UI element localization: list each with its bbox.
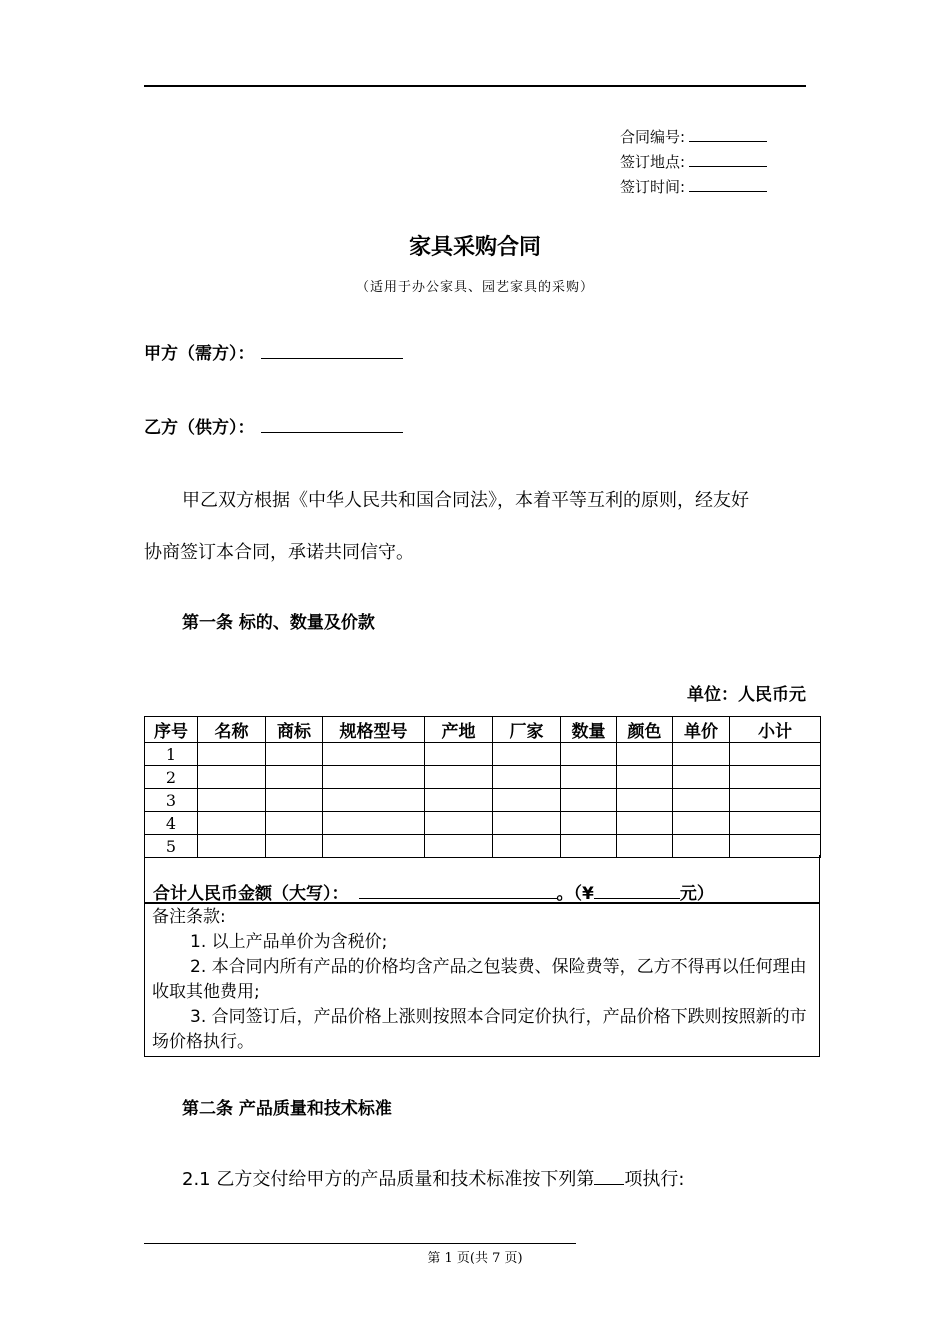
- table-cell[interactable]: [198, 743, 266, 766]
- article-2-heading: 第二条 产品质量和技术标准: [182, 1099, 392, 1119]
- column-header: 序号: [145, 717, 198, 743]
- column-header: 名称: [198, 717, 266, 743]
- column-header: 小计: [730, 717, 821, 743]
- table-cell[interactable]: [493, 766, 561, 789]
- sign-time-label: 签订时间:: [620, 178, 686, 196]
- table-cell[interactable]: [730, 766, 821, 789]
- sign-place-row: [620, 152, 767, 172]
- currency-unit: 单位：人民币元: [687, 685, 806, 705]
- table-cell[interactable]: [673, 789, 730, 812]
- table-cell[interactable]: [493, 812, 561, 835]
- intro-line-1: 甲乙双方根据《中华人民共和国合同法》，本着平等互利的原则，经友好: [182, 490, 749, 511]
- party-b-blank: [261, 414, 403, 433]
- note-item-1: 1. 以上产品单价为含税价;: [190, 932, 388, 952]
- table-cell[interactable]: [561, 743, 617, 766]
- column-header: 商标: [266, 717, 323, 743]
- party-b-row: [144, 413, 403, 438]
- article-1-heading: 第一条 标的、数量及价款: [182, 613, 375, 633]
- party-b-label: 乙方（供方）：: [144, 418, 255, 438]
- document-title: 家具采购合同: [408, 235, 541, 260]
- table-cell[interactable]: [266, 743, 323, 766]
- notes-heading: 备注条款:: [152, 907, 226, 927]
- contract-no-row: [620, 127, 767, 147]
- column-header: 规格型号: [323, 717, 425, 743]
- row-number: 4: [145, 812, 198, 835]
- table-cell[interactable]: [617, 743, 673, 766]
- column-header: 颜色: [617, 717, 673, 743]
- total-figure-blank[interactable]: [594, 882, 680, 899]
- contract-no-label: 合同编号:: [620, 128, 686, 146]
- clause-2-1-prefix: 2.1 乙方交付给甲方的产品质量和技术标准按下列第: [182, 1169, 595, 1190]
- row-number: 3: [145, 789, 198, 812]
- column-header: 单价: [673, 717, 730, 743]
- note-item-2: 2. 本合同内所有产品的价格均含产品之包装费、保险费等，乙方不得再以任何理由收取其他费用;: [152, 957, 807, 1002]
- items-table: [144, 716, 821, 858]
- table-cell[interactable]: [730, 743, 821, 766]
- row-number: 5: [145, 835, 198, 858]
- footer-rule: [144, 1243, 576, 1244]
- header-rule: [144, 85, 806, 87]
- table-cell[interactable]: [617, 812, 673, 835]
- table-cell[interactable]: [617, 766, 673, 789]
- column-header: 厂家: [493, 717, 561, 743]
- table-cell[interactable]: [425, 766, 493, 789]
- row-number: 2: [145, 766, 198, 789]
- party-a-label: 甲方（需方）：: [144, 344, 255, 364]
- party-a-row: [144, 339, 403, 364]
- table-cell[interactable]: [673, 812, 730, 835]
- table-cell[interactable]: [617, 789, 673, 812]
- note-item-3: 3. 合同签订后，产品价格上涨则按照本合同定价执行，产品价格下跌则按照新的市场价格执行。: [152, 1007, 807, 1052]
- table-cell[interactable]: [561, 812, 617, 835]
- table-cell[interactable]: [561, 789, 617, 812]
- table-cell[interactable]: [425, 743, 493, 766]
- total-yuan-prefix: 。（¥: [556, 884, 594, 904]
- table-row: [145, 743, 821, 766]
- notes-text: [152, 905, 816, 1055]
- table-header-row: [145, 717, 821, 743]
- clause-2-1-suffix: 项执行:: [624, 1169, 685, 1190]
- sign-place-label: 签订地点:: [620, 153, 686, 171]
- table-cell[interactable]: [323, 766, 425, 789]
- total-amount-row: [153, 879, 714, 904]
- column-header: 数量: [561, 717, 617, 743]
- table-cell[interactable]: [198, 766, 266, 789]
- table-cell[interactable]: [323, 789, 425, 812]
- intro-line-2: 协商签订本合同，承诺共同信守。: [144, 542, 414, 563]
- contract-no-blank: [689, 127, 767, 142]
- total-yuan-suffix: 元）: [679, 884, 714, 904]
- table-cell[interactable]: [323, 743, 425, 766]
- column-header: 产地: [425, 717, 493, 743]
- table-cell[interactable]: [493, 789, 561, 812]
- party-a-blank: [261, 340, 403, 359]
- table-cell[interactable]: [266, 789, 323, 812]
- table-row: [145, 766, 821, 789]
- table-row: [145, 789, 821, 812]
- table-cell[interactable]: [730, 812, 821, 835]
- document-subtitle: （适用于办公家具、园艺家具的采购）: [355, 280, 594, 295]
- table-cell[interactable]: [673, 743, 730, 766]
- page-number: 第 1 页(共 7 页): [427, 1251, 523, 1266]
- table-cell[interactable]: [266, 766, 323, 789]
- sign-time-row: [620, 177, 767, 197]
- total-amount-label: 合计人民币金额（大写）：: [153, 884, 349, 904]
- table-cell[interactable]: [198, 789, 266, 812]
- table-cell[interactable]: [561, 766, 617, 789]
- table-cell[interactable]: [730, 789, 821, 812]
- sign-time-blank: [689, 177, 767, 192]
- clause-2-1-blank[interactable]: [594, 1168, 624, 1185]
- sign-place-blank: [689, 152, 767, 167]
- table-cell[interactable]: [493, 743, 561, 766]
- table-cell[interactable]: [425, 789, 493, 812]
- total-words-blank[interactable]: [359, 882, 557, 899]
- table-cell[interactable]: [198, 812, 266, 835]
- table-cell[interactable]: [266, 812, 323, 835]
- row-number: 1: [145, 743, 198, 766]
- table-cell[interactable]: [673, 766, 730, 789]
- clause-2-1: [182, 1165, 684, 1191]
- table-cell[interactable]: [323, 812, 425, 835]
- table-cell[interactable]: [425, 812, 493, 835]
- table-row: [145, 812, 821, 835]
